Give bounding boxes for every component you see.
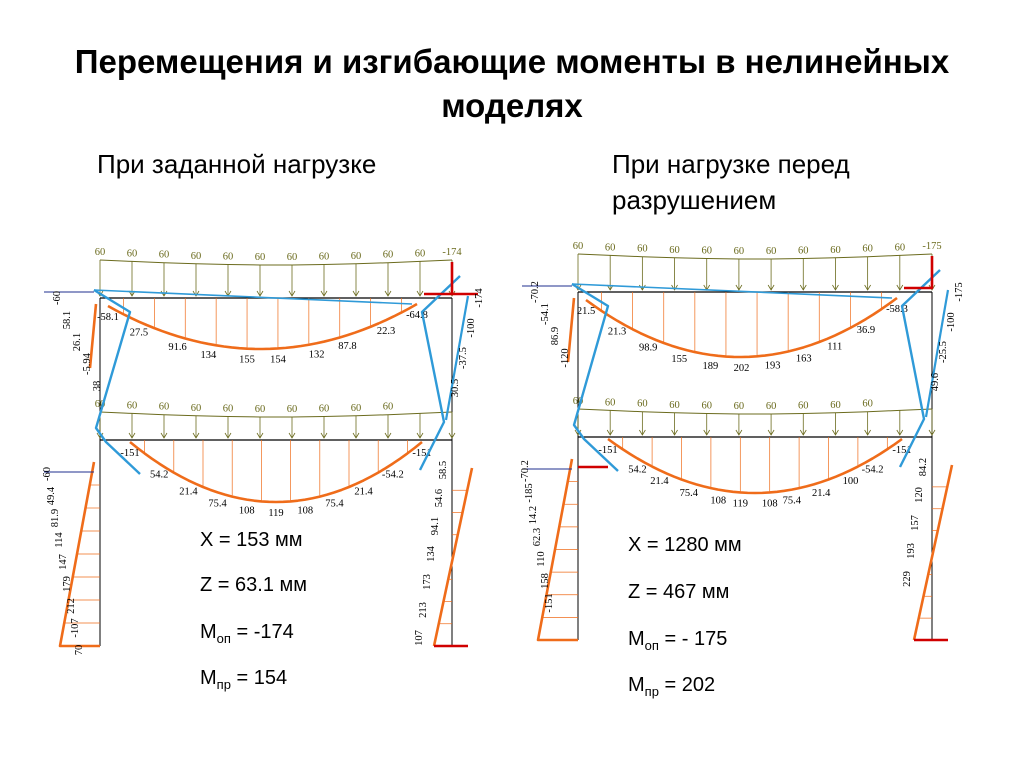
right-result-x: X = 1280 мм: [628, 534, 742, 556]
upper-beam-moment-label: 36.9: [856, 325, 876, 337]
left-result-m-op: $M_{оп} = -174$: [200, 621, 294, 646]
lower-beam-moment-label: 21.4: [354, 486, 373, 498]
caption-left: При заданной нагрузке: [97, 149, 377, 179]
upper-beam-moment-label: 163: [795, 353, 812, 365]
upper-load-label: 60: [318, 251, 330, 263]
upper-beam-moment-label: 155: [239, 354, 255, 366]
right-result-z: Z = 467 мм: [628, 581, 730, 603]
upper-load-label: 60: [765, 245, 777, 257]
upper-beam-moment-label: -58.3: [886, 304, 908, 315]
lower-load-label: 60: [733, 400, 745, 412]
upper-beam-moment-label: -64.8: [406, 310, 428, 321]
lower-beam-moment-label: 21.4: [179, 486, 198, 498]
upper-load-label: -174: [442, 247, 462, 258]
upper-load-label: 60: [701, 245, 712, 257]
upper-load-label: 60: [572, 241, 584, 252]
lower-beam-moment-label: 75.4: [325, 498, 344, 510]
upper-load-label: 60: [382, 249, 394, 261]
right-column-upper-label: -174: [474, 288, 485, 308]
right-column-upper-label: -100: [466, 318, 477, 338]
left-column-upper-label: 58.1: [62, 310, 73, 330]
left-result-m-pr: $M_{пр} = 154$: [200, 667, 288, 692]
upper-load-label: -175: [922, 241, 942, 252]
right-column-lower-label: 229: [902, 571, 913, 587]
lower-load-label: 60: [94, 399, 106, 410]
upper-beam-moment-label: 134: [200, 349, 217, 361]
right-column-upper-label: 30.5: [450, 378, 461, 398]
lower-beam-moment-label: 21.4: [811, 488, 831, 500]
right-column-upper-label: 49.6: [930, 372, 941, 392]
right-frame-diagram: [520, 241, 965, 640]
lower-load-label: 60: [190, 402, 202, 414]
right-column-upper-label: -25.5: [938, 341, 949, 363]
left-column-upper-label: -60: [52, 291, 63, 305]
upper-load-label: 60: [798, 245, 809, 257]
lower-load-label: 60: [286, 403, 298, 415]
lower-beam-moment-label: -54.2: [381, 469, 404, 481]
right-column-lower-label: 84.2: [918, 457, 929, 477]
lower-beam-moment-label: 21.4: [650, 476, 669, 488]
upper-beam-moment-label: 91.6: [168, 342, 187, 354]
lower-load-label: 60: [126, 400, 138, 412]
right-column-upper-label: -37.5: [458, 347, 469, 369]
upper-load-label: 60: [637, 243, 648, 255]
lower-beam-moment-label: -151: [892, 445, 912, 456]
lower-load-label: 60: [862, 398, 873, 410]
upper-load-label: 60: [733, 245, 745, 257]
left-column-lower-label: 49.4: [46, 486, 57, 506]
lower-load-label: 60: [669, 399, 680, 411]
lower-beam-moment-label: 100: [842, 476, 859, 488]
caption-right: При нагрузке перед разрушением: [612, 149, 850, 215]
upper-load-label: 60: [669, 244, 680, 256]
upper-beam-moment-label: 22.3: [376, 326, 396, 338]
lower-load-label: 60: [798, 400, 809, 412]
lower-beam-moment-label: -151: [412, 448, 432, 459]
upper-load-line: [578, 254, 932, 259]
lower-beam-moment-label: 108: [238, 505, 255, 517]
upper-load-label: 60: [94, 247, 106, 258]
right-column-upper-label: -100: [946, 312, 957, 332]
upper-beam-moment-label: 27.5: [129, 327, 149, 339]
upper-beam-moment-label: 87.8: [338, 341, 357, 353]
lower-beam-moment-label: -54.2: [861, 464, 884, 476]
left-result-z: Z = 63.1 мм: [200, 574, 307, 596]
left-column-lower-label: 158: [540, 573, 551, 589]
lower-beam-moment-label: 108: [761, 498, 778, 510]
lower-load-label: 60: [765, 400, 777, 412]
left-column-lower-label: -70.2: [520, 460, 531, 482]
left-column-upper-label: 38: [92, 380, 103, 392]
right-result-m-op: $M_{оп}$ = - 175: [628, 628, 728, 653]
right-column-lower-label: 120: [914, 487, 925, 503]
upper-load-label: 60: [254, 251, 266, 263]
left-column-lower-label: 14.2: [528, 505, 539, 525]
lower-beam-moment-label: 119: [268, 508, 284, 519]
lower-beam-moment-label: 108: [710, 495, 727, 507]
upper-load-line: [100, 260, 452, 265]
lower-beam-moment-label: 119: [732, 498, 748, 510]
upper-beam-moment-label: -58.1: [97, 312, 119, 323]
upper-load-label: 60: [830, 244, 841, 256]
left-column-lower-label: -60: [42, 467, 53, 481]
upper-load-label: 60: [414, 248, 426, 260]
upper-load-label: 60: [350, 250, 362, 262]
right-column-lower-label: 193: [906, 543, 917, 559]
right-column-lower-label: 94.1: [430, 516, 441, 536]
upper-beam-moment-label: 202: [733, 363, 750, 374]
left-column-upper-label: -54.1: [540, 303, 551, 325]
lower-beam-moment-label: 75.4: [679, 488, 699, 500]
left-column-lower-label: -185: [524, 483, 535, 503]
lower-beam-moment-label: 108: [297, 505, 314, 517]
upper-load-label: 60: [222, 251, 234, 263]
upper-load-label: 60: [894, 242, 906, 254]
left-column-lower-label: 70: [74, 644, 85, 656]
upper-beam-moment-label: 111: [827, 341, 843, 353]
left-column-lower-label: -151: [544, 593, 555, 613]
left-column-lower-label: 179: [62, 576, 73, 592]
right-column-lower-label: 58.5: [438, 460, 449, 480]
right-column-lower-label: 134: [426, 546, 437, 562]
upper-beam-moment-label: 154: [270, 354, 286, 366]
left-column-upper-label: 86.9: [550, 326, 561, 346]
lower-load-label: 60: [350, 402, 362, 414]
upper-load-label: 60: [862, 243, 873, 255]
upper-beam-moment-label: 155: [671, 354, 688, 366]
upper-load-label: 60: [190, 250, 202, 262]
upper-load-label: 60: [158, 249, 170, 261]
upper-load-label: 60: [286, 251, 298, 263]
right-column-lower-label: 157: [910, 515, 921, 531]
lower-load-label: 60: [254, 403, 266, 415]
left-column-lower-label: 81.9: [50, 508, 61, 528]
left-column-lower-label: 147: [58, 554, 69, 570]
upper-beam-moment-label: 21.3: [607, 326, 627, 338]
lower-load-line: [578, 409, 932, 414]
upper-load-label: 60: [126, 248, 138, 260]
upper-beam-moment-label: 132: [308, 349, 325, 361]
lower-beam-moment-label: 54.2: [628, 464, 647, 476]
lower-load-label: 60: [604, 397, 616, 409]
right-result-m-pr: $M_{пр} = 202$: [628, 674, 716, 699]
lower-beam-moment-label: -151: [598, 445, 618, 456]
upper-beam-moment-label: 189: [702, 360, 719, 372]
upper-beam-moment-label: 193: [764, 360, 781, 372]
lower-beam-moment-label: 75.4: [208, 498, 227, 510]
right-column-lower-label: 213: [418, 602, 429, 618]
right-column-upper-label: -175: [954, 282, 965, 302]
lower-load-label: 60: [701, 400, 712, 412]
page-title: Перемещения и изгибающие моменты в нелинейных моделях: [74, 43, 950, 124]
left-column-lower-label: 62.3: [532, 527, 543, 547]
lower-load-label: 60: [637, 398, 648, 410]
lower-beam-moment-label: 54.2: [150, 469, 169, 481]
lower-load-line: [100, 412, 452, 417]
upper-load-label: 60: [604, 242, 616, 254]
left-column-upper-label: -120: [560, 348, 571, 368]
left-column-lower-label: -107: [70, 618, 81, 638]
lower-beam-moment-label: -151: [120, 448, 140, 459]
lower-load-label: 60: [572, 396, 584, 407]
upper-beam-displacement-line: [572, 284, 892, 298]
left-result-x: X = 153 мм: [200, 529, 303, 551]
lower-load-label: 60: [318, 403, 330, 415]
upper-beam-displacement-line: [94, 290, 412, 304]
left-column-lower-label: 110: [536, 551, 547, 567]
left-column-lower-label: 212: [66, 598, 77, 614]
left-column-lower-label: 114: [54, 532, 65, 548]
upper-beam-moment-label: 21.5: [576, 306, 596, 317]
lower-load-label: 60: [222, 403, 234, 415]
left-column-upper-label: -5.94: [82, 353, 93, 375]
lower-load-label: 60: [158, 401, 170, 413]
upper-beam-moment-label: 98.9: [639, 342, 658, 354]
right-column-lower-label: 173: [422, 574, 433, 590]
right-column-lower-label: 54.6: [434, 488, 445, 508]
lower-load-label: 60: [830, 399, 841, 411]
lower-beam-moment-label: 75.4: [782, 495, 801, 507]
left-column-upper-label: -70.2: [530, 281, 541, 303]
right-column-lower-label: 107: [414, 630, 425, 646]
left-column-upper-label: 26.1: [72, 332, 83, 352]
lower-load-label: 60: [382, 401, 394, 413]
